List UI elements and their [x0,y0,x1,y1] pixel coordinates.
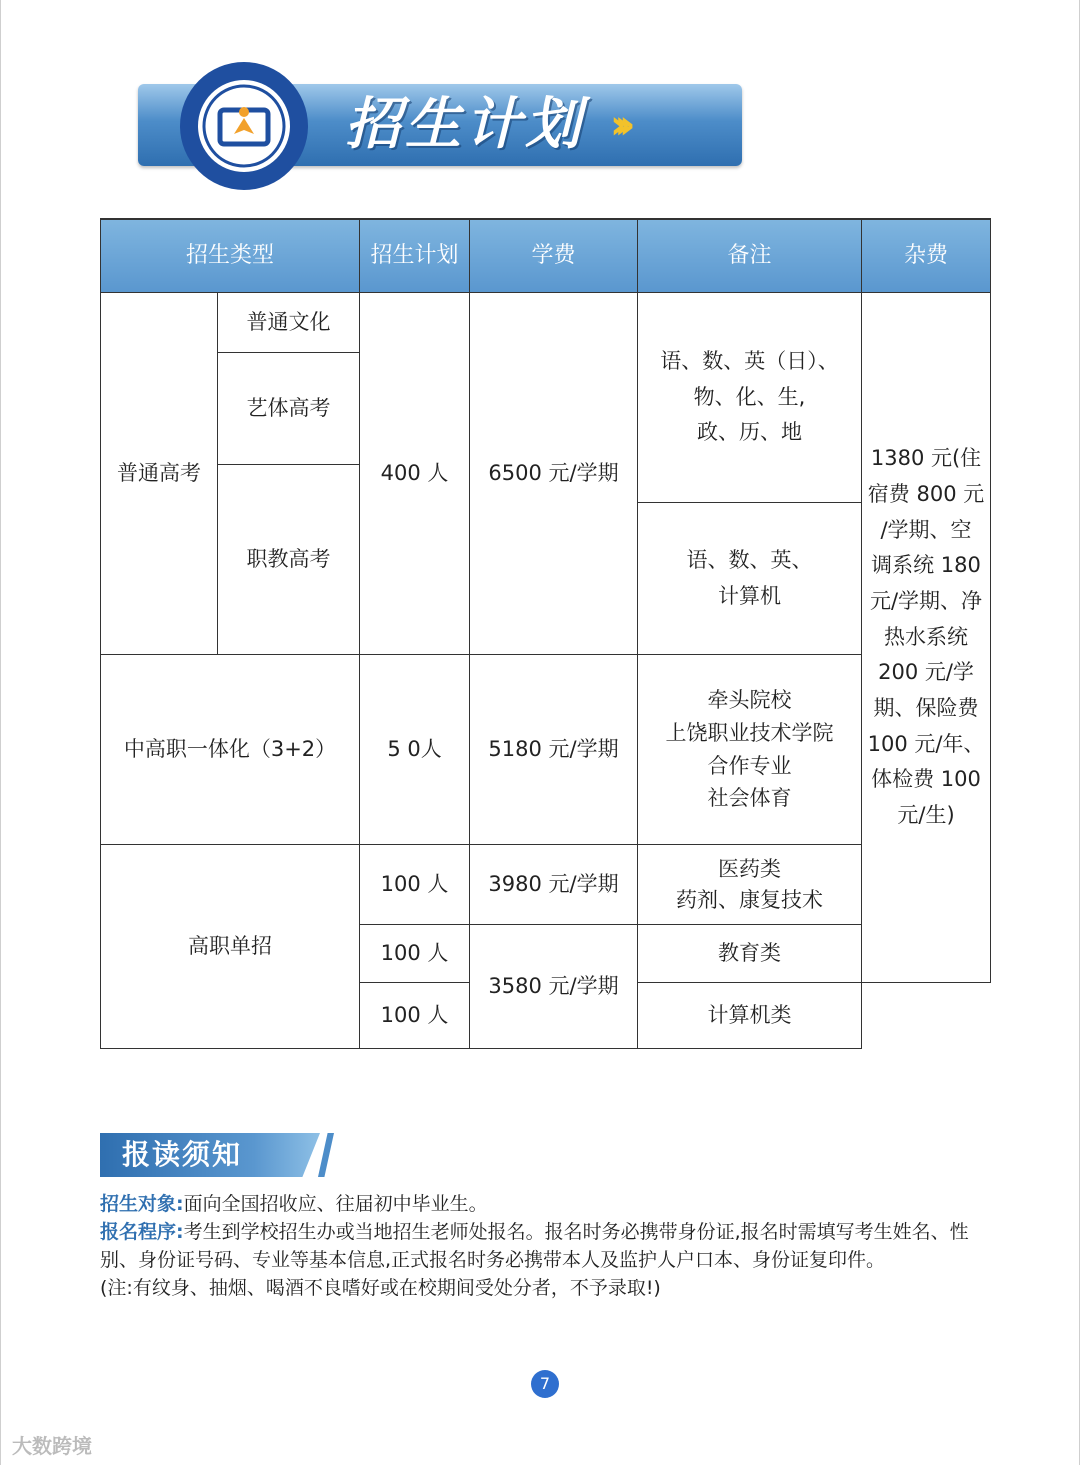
note-line: 物、化、生, [693,384,806,409]
note-line: 计算机 [718,583,782,608]
target-label: 招生对象: [100,1193,184,1215]
notice-title: 报读须知 [122,1138,243,1171]
misc-line: /学期、空 [880,517,972,542]
note-line: 政、历、地 [697,420,803,445]
misc-line: 体检费 100 [871,767,981,792]
notice-title-accent [318,1133,334,1177]
enrollment-plan-table [100,218,991,1049]
table-row [101,845,991,925]
header-type: 招生类型 [101,219,360,293]
misc-fee-cell [862,293,991,983]
header-note: 备注 [638,219,862,293]
notice-body [100,1190,990,1302]
fee-putong: 6500 元/学期 [470,293,638,655]
note-putong-2 [638,503,862,655]
note-line: 语、数、英（日）、 [660,348,839,373]
misc-line: 宿费 800 元 [867,481,985,506]
fee-danzhao-1: 3980 元/学期 [470,845,638,925]
page-title: 招生计划 [345,92,585,157]
misc-line: 期、保险费 [873,696,979,721]
note-line: 药剂、康复技术 [676,887,824,912]
fee-danzhao-23: 3580 元/学期 [470,925,638,1049]
process-text: 考生到学校招生办或当地招生老师处报名。报名时务必携带身份证,报名时需填写考生姓名、性别、身份证号码、专业等基本信息,正式报名时务必携带本人及监护人户口本、身份证复印件。 [100,1221,969,1271]
header-fee: 学费 [470,219,638,293]
sub-putong-wenhua: 普通文化 [218,293,360,353]
table-row [101,655,991,845]
school-logo [178,60,310,192]
misc-line: 调系统 180 [871,553,981,578]
sub-putong-zhijiao: 职教高考 [218,465,360,655]
plan-zhonggao: 5 0人 [360,655,470,845]
category-danzhao: 高职单招 [101,845,360,1049]
process-label: 报名程序: [100,1221,184,1243]
note-danzhao-3: 计算机类 [638,983,862,1049]
header-misc: 杂费 [862,219,991,293]
fee-zhonggao: 5180 元/学期 [470,655,638,845]
header-plan: 招生计划 [360,219,470,293]
plan-danzhao-1: 100 人 [360,845,470,925]
misc-line: 200 元/学 [878,660,974,685]
note-zhonggao [638,655,862,845]
notice-remark: (注:有纹身、抽烟、喝酒不良嗜好或在校期间受处分者，不予录取!) [100,1277,661,1299]
misc-line: 元/学期、净 [869,588,983,613]
misc-line: 100 元/年、 [867,731,985,756]
category-zhonggao: 中高职一体化（3+2） [101,655,360,845]
note-line: 上饶职业技术学院 [665,720,834,745]
table-row [101,293,991,353]
sub-putong-yiti: 艺体高考 [218,353,360,465]
notice-target [100,1190,990,1218]
table-header-row [101,219,991,293]
misc-line: 元/生) [897,803,955,828]
plan-danzhao-2: 100 人 [360,925,470,983]
page-number: 7 [531,1370,559,1398]
note-line: 医药类 [718,857,782,882]
note-line: 社会体育 [707,786,792,811]
note-line: 语、数、英、 [686,547,813,572]
chevron-right-icon: ››› [610,102,624,148]
note-putong-1 [638,293,862,503]
plan-danzhao-3: 100 人 [360,983,470,1049]
misc-line: 1380 元(住 [870,446,982,471]
target-text: 面向全国招收应、往届初中毕业生。 [183,1193,488,1215]
notice-process [100,1218,990,1274]
misc-line: 热水系统 [884,624,969,649]
note-line: 合作专业 [707,753,792,778]
category-putong: 普通高考 [101,293,218,655]
note-line: 牵头院校 [707,688,792,713]
plan-putong: 400 人 [360,293,470,655]
note-danzhao-1 [638,845,862,925]
watermark: 大数跨境 [12,1434,92,1458]
note-danzhao-2: 教育类 [638,925,862,983]
